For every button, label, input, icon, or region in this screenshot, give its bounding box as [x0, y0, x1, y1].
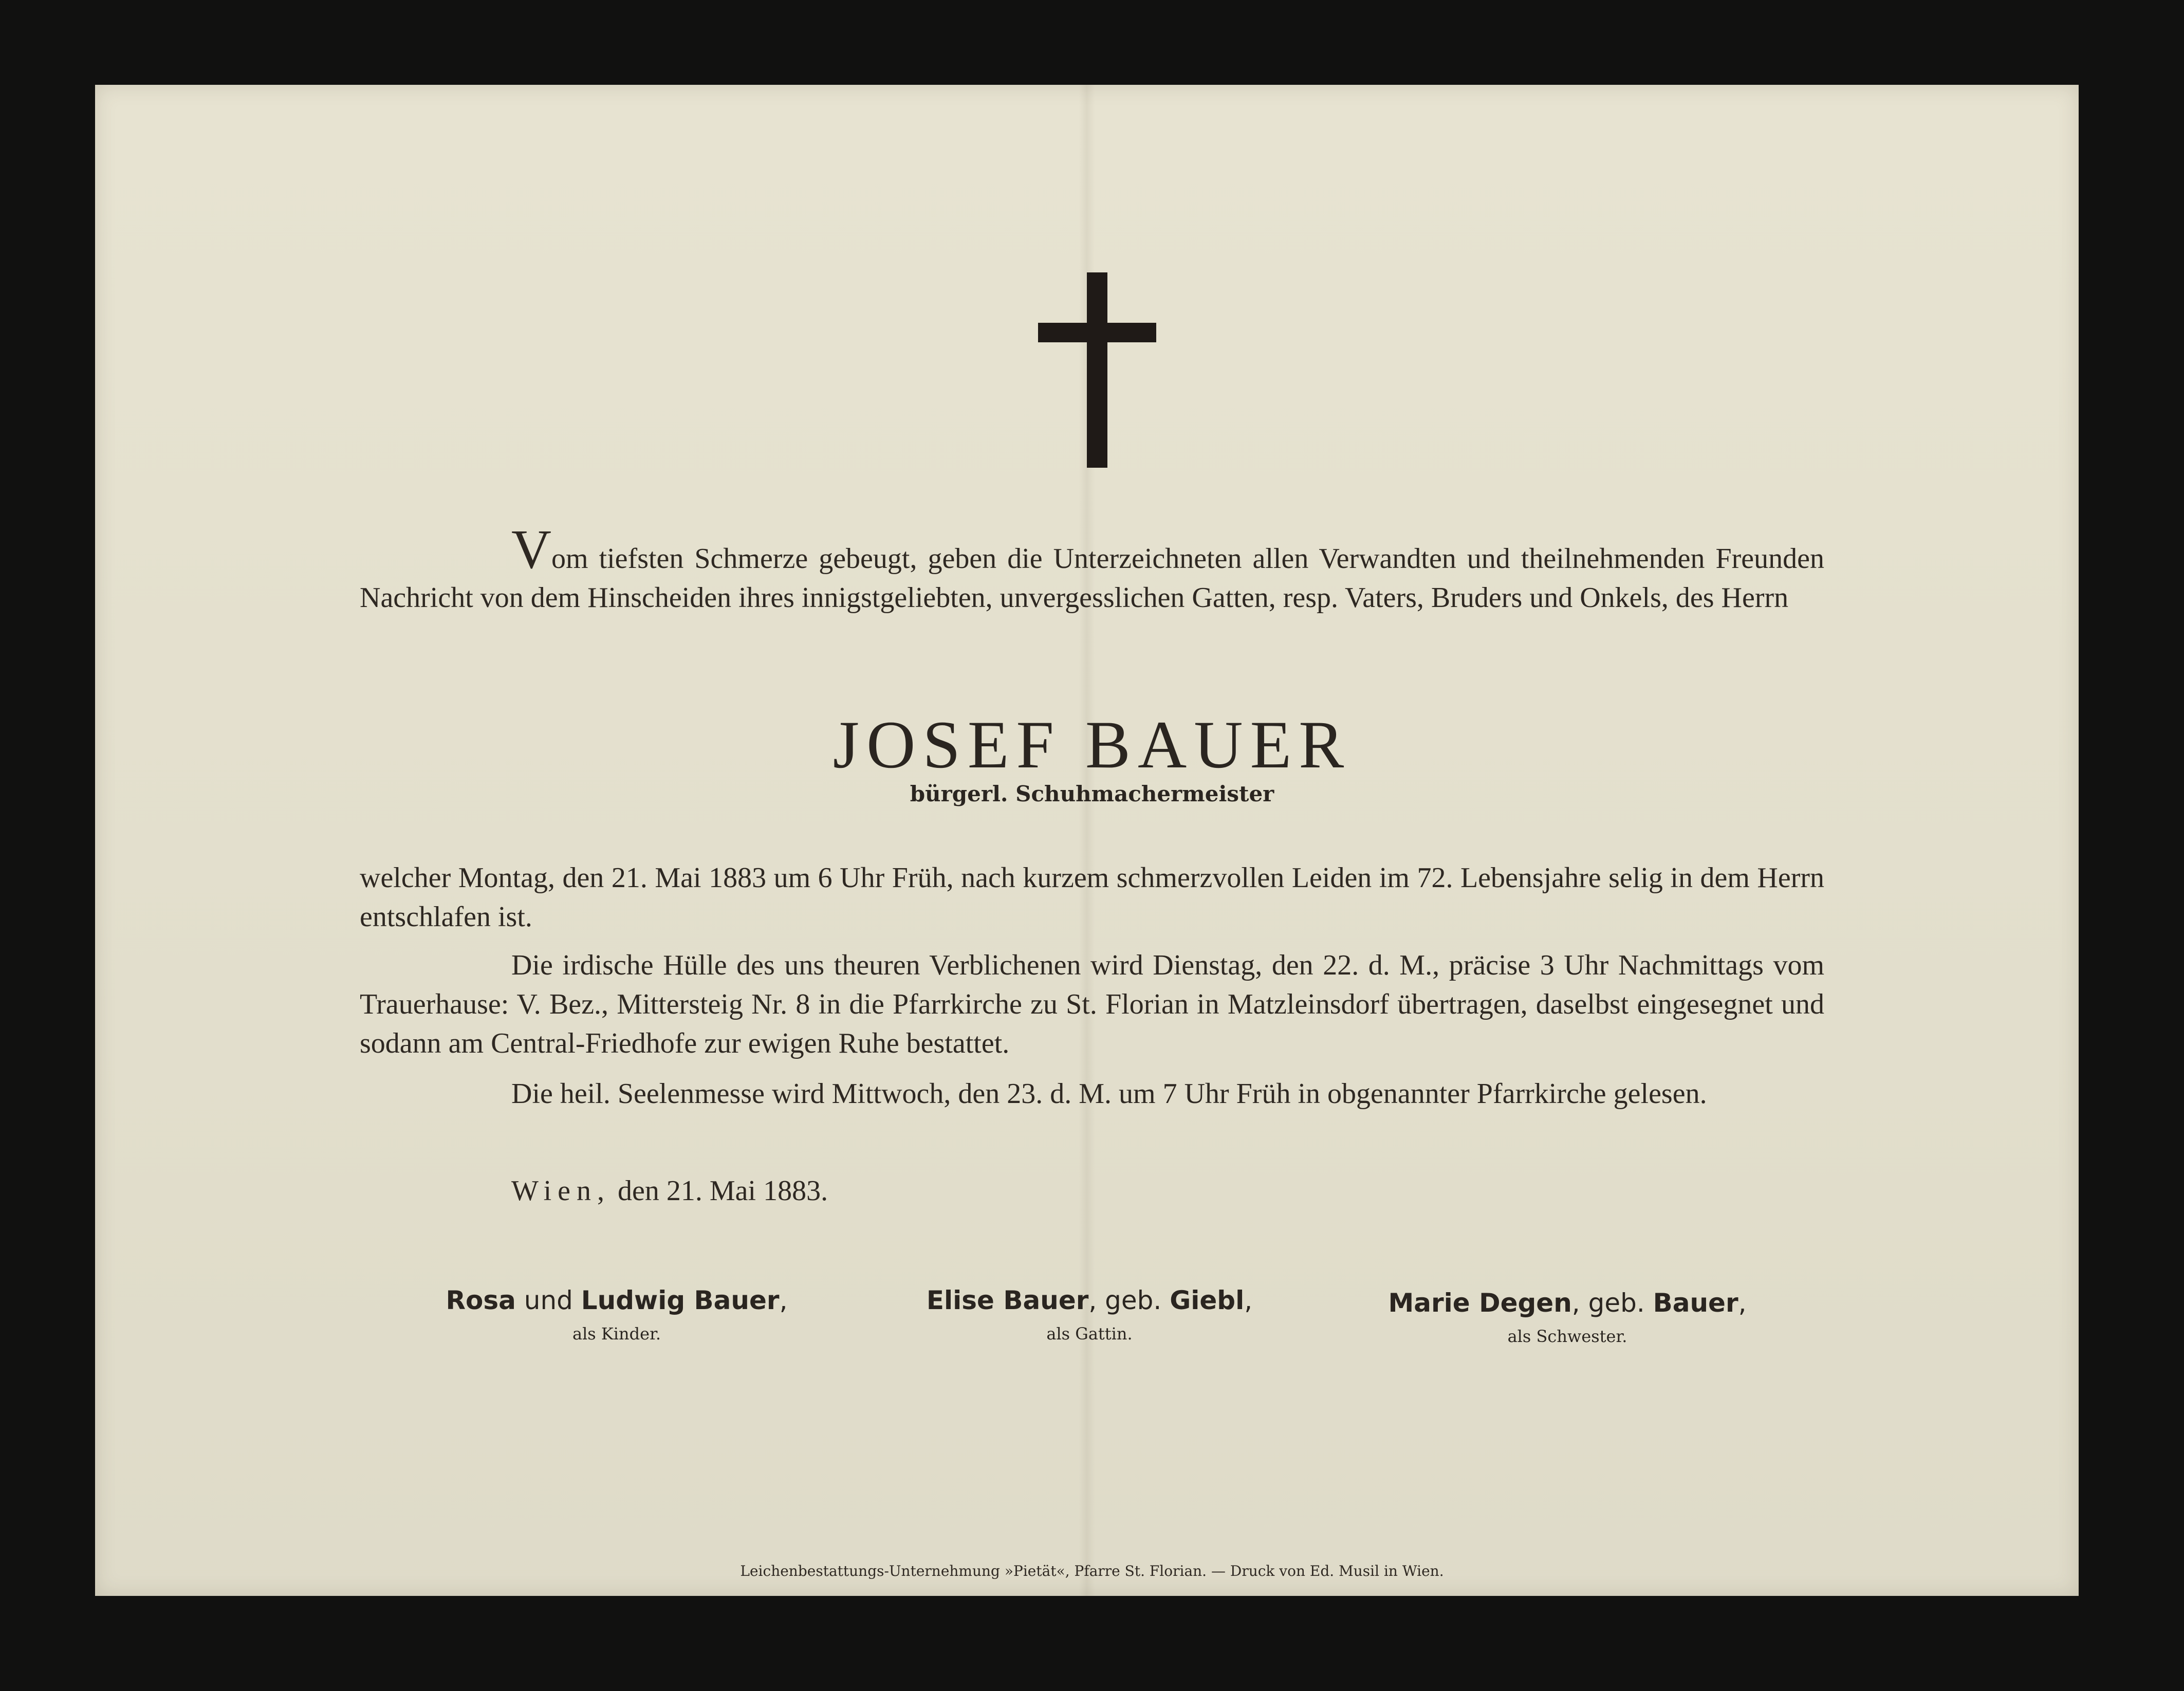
intro-text: om tiefsten Schmerze gebeugt, geben die Unterzeichneten allen Verwandten und theilnehmenden Freunden Nachricht von dem Hinscheiden ihres innigstgeliebten, unvergesslichen Gatten, resp. Vaters, Bruders und Onkels, des Herrn [360, 543, 1824, 614]
funeral-paragraph: Die irdische Hülle des uns theuren Verblichenen wird Dienstag, den 22. d. M., präcise 3 Uhr Nachmittags vom Trauerhause: V. Bez., Mittersteig Nr. 8 in die Pfarrkirche zu St. Florian in Matzleinsdorf übertragen, daselbst eingesegnet und sodann am Central-Friedhofe zur ewigen Ruhe bestattet. [360, 949, 1824, 1059]
signatory-role: als Gattin. [1046, 1324, 1133, 1344]
intro-paragraph [360, 519, 1824, 617]
date: den 21. Mai 1883. [618, 1175, 828, 1207]
signatory-sister: Marie Degen, geb. Bauer, als Schwester. [1367, 1285, 1768, 1352]
deceased-occupation: bürgerl. Schuhmachermeister [910, 781, 1274, 806]
signatory-wife: Elise Bauer, geb. Giebl, als Gattin. [904, 1282, 1274, 1349]
cross-icon [1038, 272, 1156, 468]
place: Wien, [511, 1175, 611, 1207]
death-paragraph: welcher Montag, den 21. Mai 1883 um 6 Uhr Früh, nach kurzem schmerzvollen Leiden im 72. Lebensjahre selig in dem Herrn entschlafen ist. [360, 862, 1824, 933]
deceased-name: JOSEF BAUER [832, 707, 1352, 782]
signatory-children: Rosa und Ludwig Bauer, als Kinder. [432, 1282, 802, 1349]
date-line [511, 1174, 828, 1207]
dropcap: V [511, 519, 551, 580]
mass-paragraph: Die heil. Seelenmesse wird Mittwoch, den 23. d. M. um 7 Uhr Früh in obgenannter Pfarrkirche gelesen. [511, 1078, 1707, 1110]
printer-footer: Leichenbestattungs-Unternehmung »Pietät«, Pfarre St. Florian. — Druck von Ed. Musil in Wien. [740, 1563, 1444, 1579]
signatory-role: als Schwester. [1507, 1327, 1627, 1346]
signatory-role: als Kinder. [572, 1324, 661, 1344]
